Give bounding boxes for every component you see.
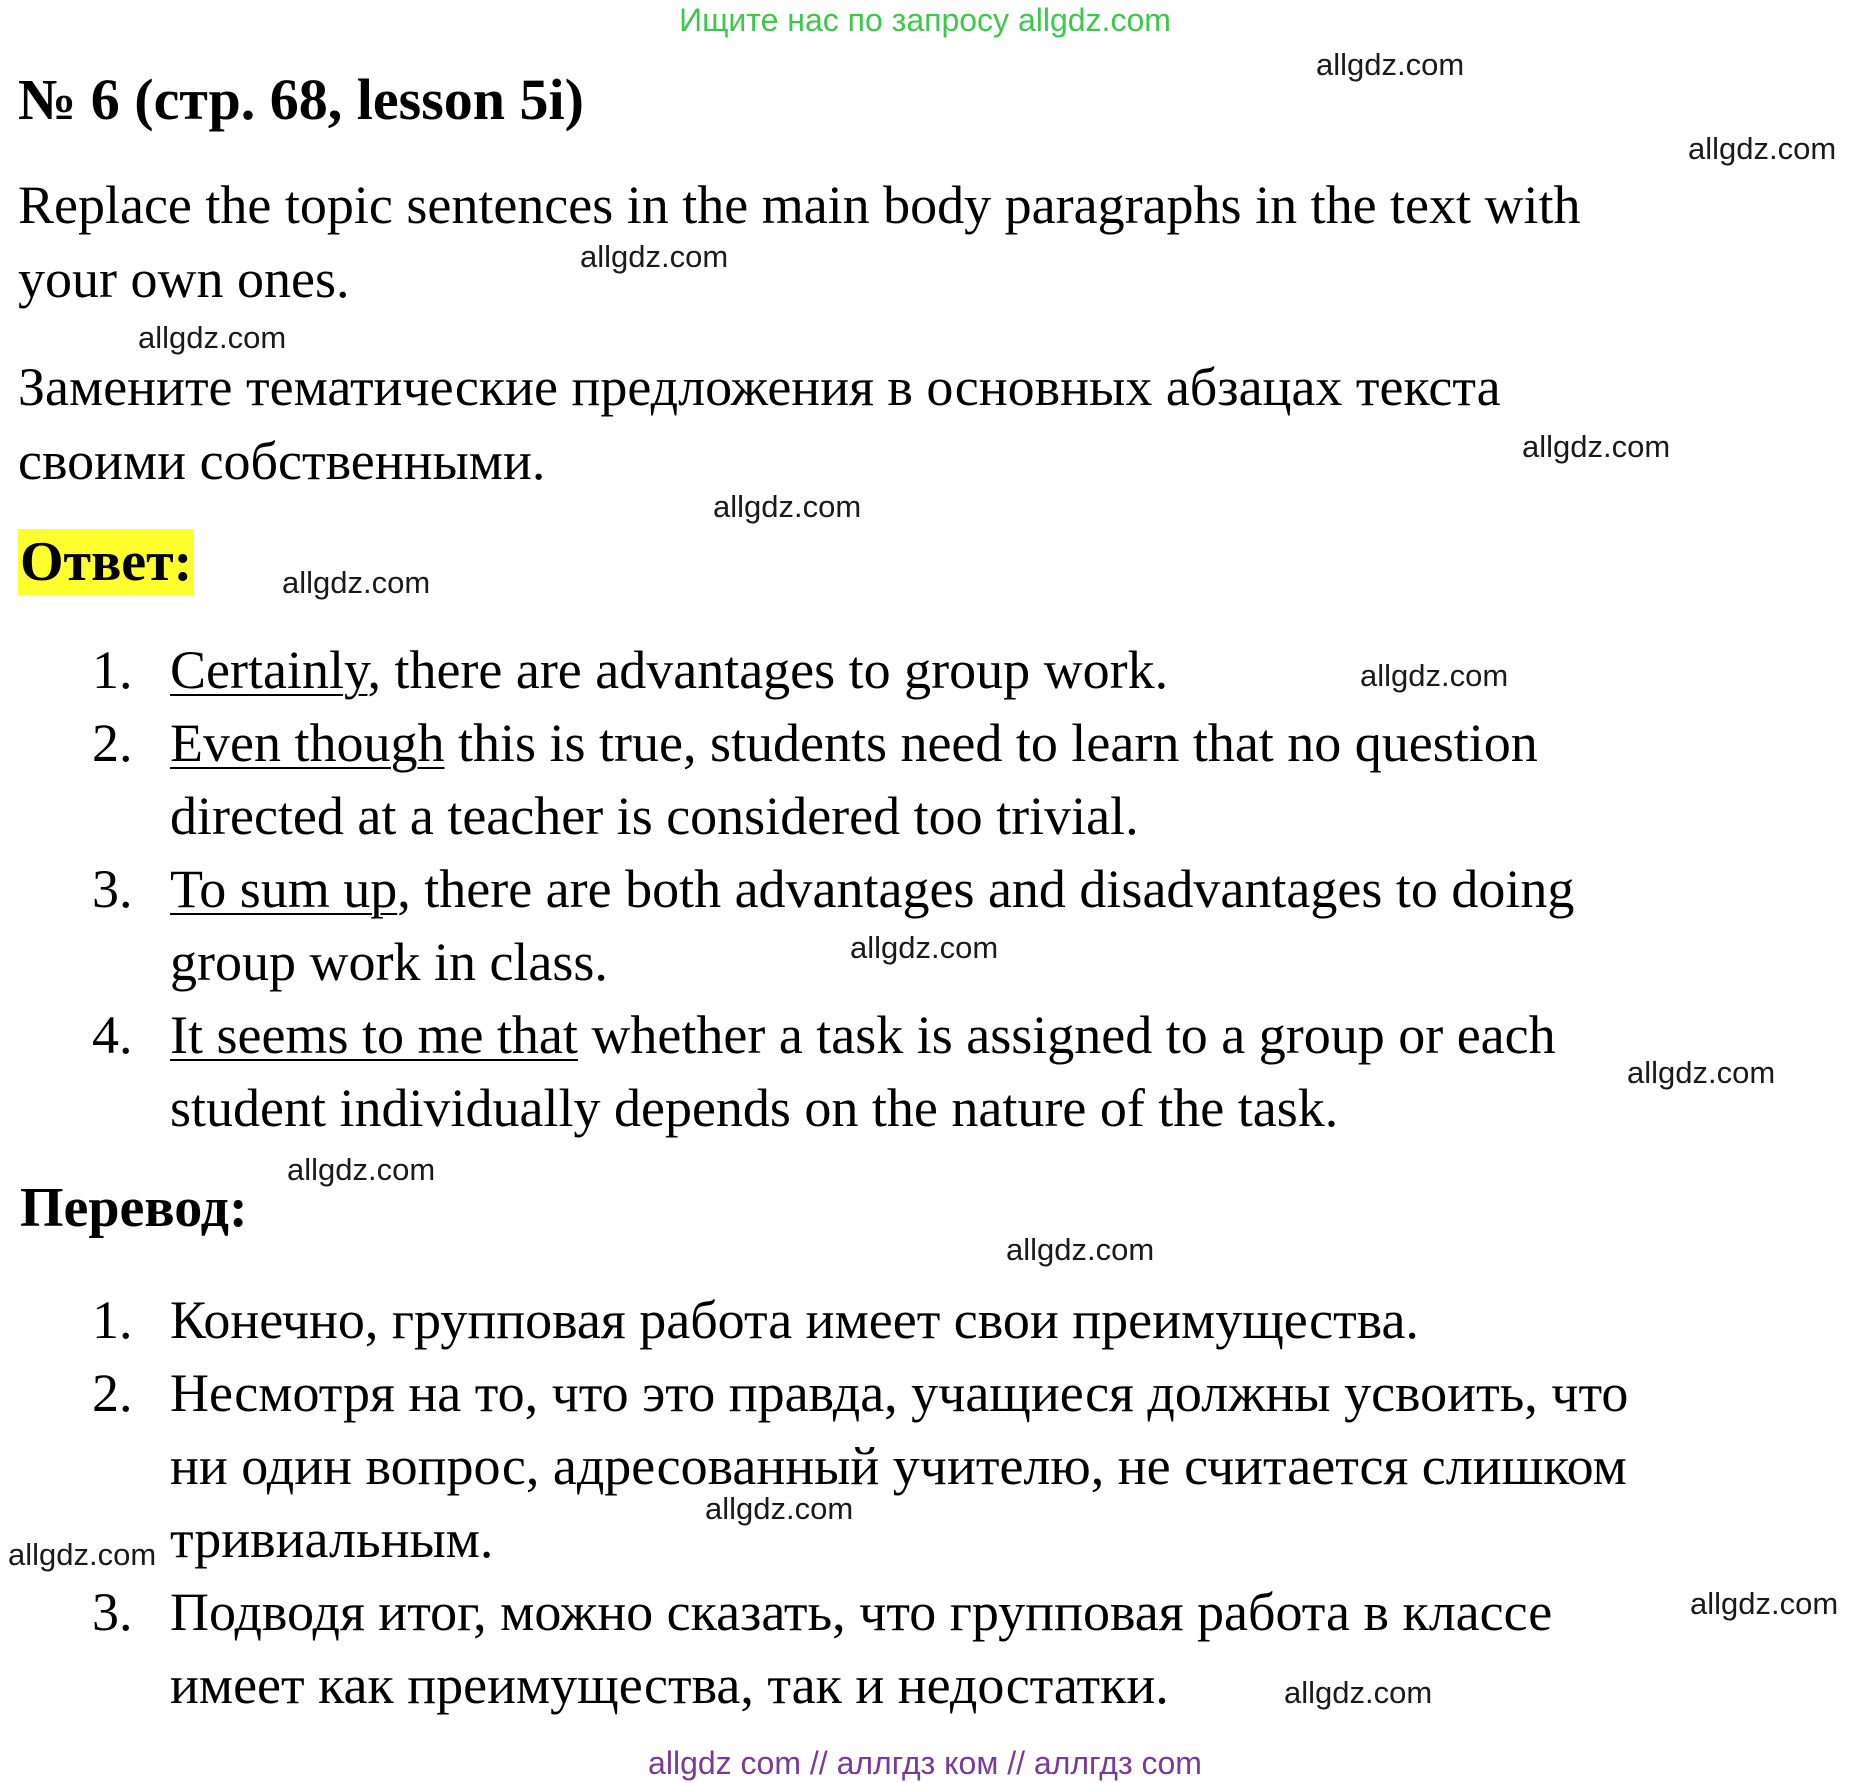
answer-number: 1. [92,640,133,700]
watermark: allgdz.com [580,239,729,274]
answer-item [0,853,1850,999]
watermark: allgdz.com [1690,1586,1839,1621]
translation-label: Перевод: [20,1177,248,1239]
translation-number: 3. [92,1582,133,1642]
answer-text: , there are advantages to group work. [367,640,1169,700]
watermark: allgdz.com [1284,1675,1433,1710]
exercise-title: № 6 (стр. 68, lesson 5i) [18,67,584,132]
watermark: allgdz.com [850,930,999,965]
watermark: allgdz.com [1360,658,1509,693]
translation-item [0,1357,1850,1576]
watermark: allgdz.com [705,1491,854,1526]
translation-number: 2. [92,1363,133,1423]
answer-line-continued: student individually depends on the nature of the task. [170,1078,1339,1138]
answer-text: whether a task is assigned to a group or each [577,1005,1556,1065]
translation-line: ни один вопрос, адресованный учителю, не считается слишком [170,1436,1627,1496]
translation-line: имеет как преимущества, так и недостатки. [170,1655,1169,1715]
answer-item [0,999,1850,1145]
task-russian-line: Замените тематические предложения в основных абзацах текста [18,357,1501,417]
watermark: allgdz.com [8,1537,157,1572]
watermark: allgdz.com [287,1152,436,1187]
answer-line-continued: directed at a teacher is considered too trivial. [170,786,1139,846]
translation-line: Несмотря на то, что это правда, учащиеся должны усвоить, что [170,1363,1629,1423]
answer-line [170,853,1850,926]
answer-number: 2. [92,713,133,773]
answer-label: Ответ: [20,531,193,593]
answer-connector: Certainly [170,640,368,700]
watermark: allgdz.com [1316,47,1465,82]
answer-line-continued: group work in class. [170,932,608,992]
top-banner: Ищите нас по запросу allgdz.com [679,2,1171,38]
answer-item [0,707,1850,853]
translation-line: тривиальным. [170,1509,494,1569]
watermark: allgdz.com [138,320,287,355]
answer-item [0,634,1850,707]
translation-number: 1. [92,1290,133,1350]
answer-text: this is true, students need to learn that no question [444,713,1538,773]
watermark: allgdz.com [1688,131,1837,166]
translations-list [0,1284,1850,1722]
answer-line [170,634,1850,707]
bottom-banner: allgdz com // аллгдз ком // аллгдз com [648,1745,1202,1781]
translation-line: Подводя итог, можно сказать, что групповая работа в классе [170,1582,1553,1642]
answer-connector: It seems to me that [170,1005,578,1065]
answer-number: 3. [92,859,133,919]
translation-item [0,1284,1850,1357]
watermark: allgdz.com [1006,1232,1155,1267]
watermark: allgdz.com [282,565,431,600]
answer-connector: To sum up [170,859,398,919]
task-english-line: your own ones. [18,249,350,309]
translation-item [0,1576,1850,1722]
task-russian-line: своими собственными. [18,431,546,491]
answer-line [170,999,1850,1072]
watermark: allgdz.com [1627,1055,1776,1090]
watermark: allgdz.com [713,489,862,524]
answer-number: 4. [92,1005,133,1065]
task-russian [18,350,1798,498]
task-english-line: Replace the topic sentences in the main body paragraphs in the text with [18,175,1581,235]
task-english [18,168,1798,316]
translation-line: Конечно, групповая работа имеет свои преимущества. [170,1290,1419,1350]
answer-text: , there are both advantages and disadvantages to doing [397,859,1575,919]
answer-connector: Even though [170,713,445,773]
answers-list [0,634,1850,1145]
watermark: allgdz.com [1522,429,1671,464]
answer-line [170,707,1850,780]
